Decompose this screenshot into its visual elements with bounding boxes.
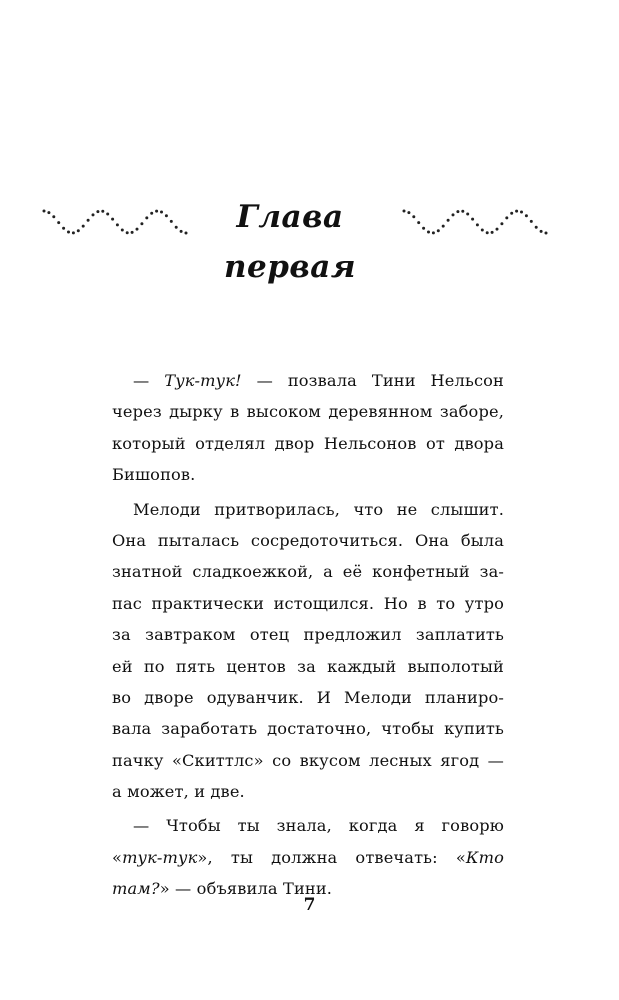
ornament-dot <box>52 215 55 218</box>
text-line <box>112 651 504 682</box>
chapter-title: Глава первая <box>223 199 357 285</box>
ornament-dot <box>72 231 75 234</box>
text-run: за завтраком отец предложил заплатить <box>112 625 504 645</box>
ornament-dot <box>530 220 533 223</box>
ornament-dot <box>155 210 158 213</box>
ornament-dot <box>540 230 543 233</box>
text-line <box>112 842 504 873</box>
text-run: Она пыталась сосредоточиться. Она была <box>112 530 504 550</box>
ornament-dot <box>87 219 90 222</box>
text-run: вала заработать достаточно, чтобы купить <box>112 719 504 739</box>
text-run: — позвала Тини Нельсон <box>241 371 504 390</box>
ornament-dot <box>101 210 104 213</box>
text-line <box>112 682 504 713</box>
text-line <box>112 619 504 650</box>
text-run: — Чтобы ты знала, когда я говорю <box>133 816 504 836</box>
ornament-dot <box>545 232 548 235</box>
ornament-dot <box>496 228 499 231</box>
ornament-dot <box>476 223 479 226</box>
ornament-dot <box>403 210 406 213</box>
text-run: пас практически истощился. Но в то утро <box>112 593 504 613</box>
ornament-dot <box>427 231 430 234</box>
ornament-dot <box>486 231 489 234</box>
ornament-dot <box>510 212 513 215</box>
ornament-dot <box>500 222 503 225</box>
ornament-dot <box>407 211 410 214</box>
ornament-dot <box>432 231 435 234</box>
ornament-dot <box>111 218 114 221</box>
text-line <box>112 428 504 459</box>
text-run: », ты должна отвечать: « <box>197 847 466 867</box>
text-run: через дырку в высоком деревянном заборе, <box>112 402 504 422</box>
ornament-dot <box>442 225 445 228</box>
dotted-wave-ornament-left <box>40 204 190 240</box>
ornament-dot <box>437 229 440 232</box>
text-run: Бишопов. <box>112 465 196 485</box>
italic-text: там? <box>112 879 160 899</box>
text-line <box>112 525 504 556</box>
ornament-dot <box>452 213 455 216</box>
text-run: пачку «Скиттлс» со вкусом лесных ягод — <box>112 750 504 770</box>
ornament-dot <box>62 227 65 230</box>
ornament-dot <box>116 223 119 226</box>
text-line <box>112 365 504 396</box>
ornament-dot <box>57 221 60 224</box>
chapter-body-text <box>112 365 504 905</box>
ornament-dot <box>67 231 70 234</box>
ornament-dot <box>505 216 508 219</box>
text-line <box>112 776 504 807</box>
text-run: во дворе одуванчик. И Мелоди планиро- <box>112 687 504 707</box>
text-run: — <box>133 371 165 390</box>
ornament-dot <box>417 221 420 224</box>
text-run: » — объявила Тини. <box>159 879 333 899</box>
ornament-dot <box>77 229 80 232</box>
ornament-dot <box>491 231 494 234</box>
ornament-dot <box>535 226 538 229</box>
ornament-dot <box>461 210 464 213</box>
ornament-dot <box>466 213 469 216</box>
text-run: а может, и две. <box>112 782 245 802</box>
ornament-dot <box>525 214 528 217</box>
ornament-dot <box>165 214 168 217</box>
text-line <box>112 494 504 525</box>
text-run: который отделял двор Нельсонов от двора <box>112 433 504 453</box>
ornament-dot <box>422 227 425 230</box>
text-run: ей по пять центов за каждый выполотый <box>112 656 504 676</box>
ornament-dot <box>412 215 415 218</box>
ornament-dot <box>447 219 450 222</box>
italic-text: Тук-тук! <box>164 371 242 390</box>
text-run: « <box>112 847 123 867</box>
ornament-dot <box>515 210 518 213</box>
ornament-dot <box>82 225 85 228</box>
ornament-dot <box>481 229 484 232</box>
ornament-dot <box>145 216 148 219</box>
text-run: знатной сладкоежкой, а её конфетный за- <box>112 562 504 582</box>
italic-text: тук-тук <box>122 847 198 867</box>
text-line <box>112 713 504 744</box>
ornament-dot <box>126 231 129 234</box>
ornament-dot <box>471 218 474 221</box>
text-run: Мелоди притворилась, что не слышит. <box>133 499 504 519</box>
text-line <box>112 396 504 427</box>
text-line <box>112 459 504 490</box>
ornament-dot <box>92 213 95 216</box>
text-line <box>112 810 504 841</box>
ornament-dot <box>150 212 153 215</box>
chapter-heading <box>0 190 619 285</box>
ornament-dot <box>96 210 99 213</box>
ornament-dot <box>47 211 50 214</box>
ornament-dot <box>136 228 139 231</box>
ornament-dot <box>131 231 134 234</box>
italic-text: Кто <box>465 847 504 867</box>
text-line <box>112 588 504 619</box>
ornament-dot <box>43 210 46 213</box>
ornament-dot <box>106 213 109 216</box>
text-line <box>112 745 504 776</box>
ornament-dot <box>520 211 523 214</box>
text-line <box>112 556 504 587</box>
ornament-dot <box>121 229 124 232</box>
ornament-dot <box>140 222 143 225</box>
page-number: 7 <box>303 895 316 915</box>
dotted-wave-ornament-right <box>400 204 550 240</box>
ornament-dot <box>456 210 459 213</box>
ornament-dot <box>160 211 163 214</box>
